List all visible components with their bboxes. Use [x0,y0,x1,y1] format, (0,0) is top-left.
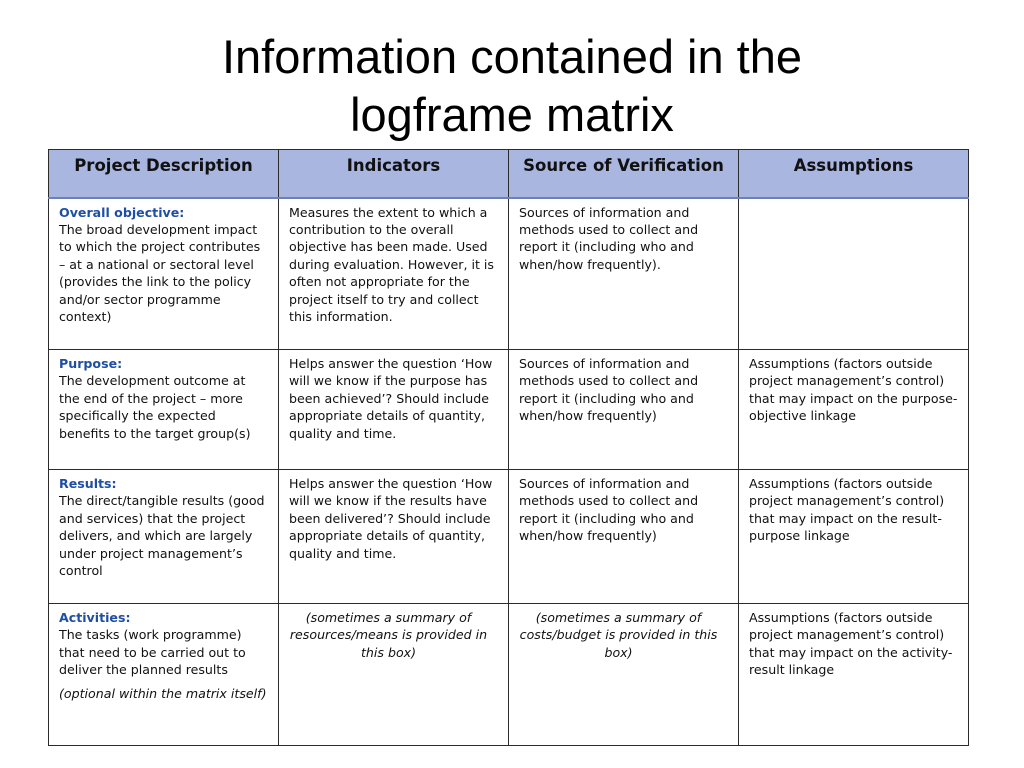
indicators-text: Helps answer the question ‘How will we know if the results have been delivered’? Should include appropriate details of quantity, quality and time. [289,476,493,561]
table-row-overall-objective [49,198,969,350]
slide-title-line-1: Information contained in the [221,30,803,83]
cell-assumptions [739,470,969,604]
cell-indicators [279,350,509,470]
optional-note: (optional within the matrix itself) [59,685,267,701]
cell-verification [509,470,739,604]
logframe-matrix-table [48,149,969,746]
slide-title-line-2: logframe matrix [350,88,674,141]
indicators-text: (sometimes a summary of resources/means is provided in this box) [289,610,488,660]
description-text: The direct/tangible results (good and services) that the project delivers, and which are largely under project management’s control [59,493,265,579]
cell-indicators [279,198,509,350]
cell-indicators [279,604,509,746]
assumptions-text: Assumptions (factors outside project management’s control) that may impact on the purpose-objective linkage [749,356,958,424]
description-text: The tasks (work programme) that need to be carried out to deliver the planned results [59,627,246,678]
table-row-activities [49,604,969,746]
header-assumptions: Assumptions [739,150,969,198]
assumptions-text: Assumptions (factors outside project management’s control) that may impact on the activity-result linkage [749,610,953,678]
cell-description [49,470,279,604]
cell-verification [509,350,739,470]
table-row-purpose [49,350,969,470]
verification-text: (sometimes a summary of costs/budget is provided in this box) [519,610,718,660]
cell-verification [509,604,739,746]
cell-verification [509,198,739,350]
header-row [49,150,969,198]
cell-indicators [279,470,509,604]
row-label-overall-objective: Overall objective: [59,204,185,220]
row-label-results: Results: [59,476,117,491]
verification-text: Sources of information and methods used to collect and report it (including who and when/how frequently) [519,476,699,544]
description-text: The broad development impact to which the project contributes – at a national or sectoral level (provides the link to the policy and/or sector programme context) [59,221,261,324]
header-indicators: Indicators [279,150,509,198]
row-label-purpose: Purpose: [59,356,123,371]
slide-title [0,28,1024,144]
description-text: The development outcome at the end of the project – more specifically the expected benefits to the target group(s) [59,373,251,441]
cell-assumptions [739,350,969,470]
header-source-of-verification: Source of Verification [509,150,739,198]
cell-description [49,198,279,350]
indicators-text: Measures the extent to which a contribution to the overall objective has been made. Used during evaluation. However, it is often not appropriate for the project itself to try and collect this information. [289,204,494,324]
verification-text: Sources of information and methods used to collect and report it (including who and when/how frequently). [519,204,699,272]
row-label-activities: Activities: [59,610,131,625]
cell-assumptions [739,198,969,350]
table-row-results [49,470,969,604]
cell-description [49,604,279,746]
verification-text: Sources of information and methods used to collect and report it (including who and when/how frequently) [519,356,699,424]
indicators-text: Helps answer the question ‘How will we know if the purpose has been achieved’? Should include appropriate details of quantity, quality and time. [289,356,493,441]
assumptions-text: Assumptions (factors outside project management’s control) that may impact on the result-purpose linkage [749,476,945,544]
cell-description [49,350,279,470]
cell-assumptions [739,604,969,746]
header-project-description: Project Description [49,150,279,198]
